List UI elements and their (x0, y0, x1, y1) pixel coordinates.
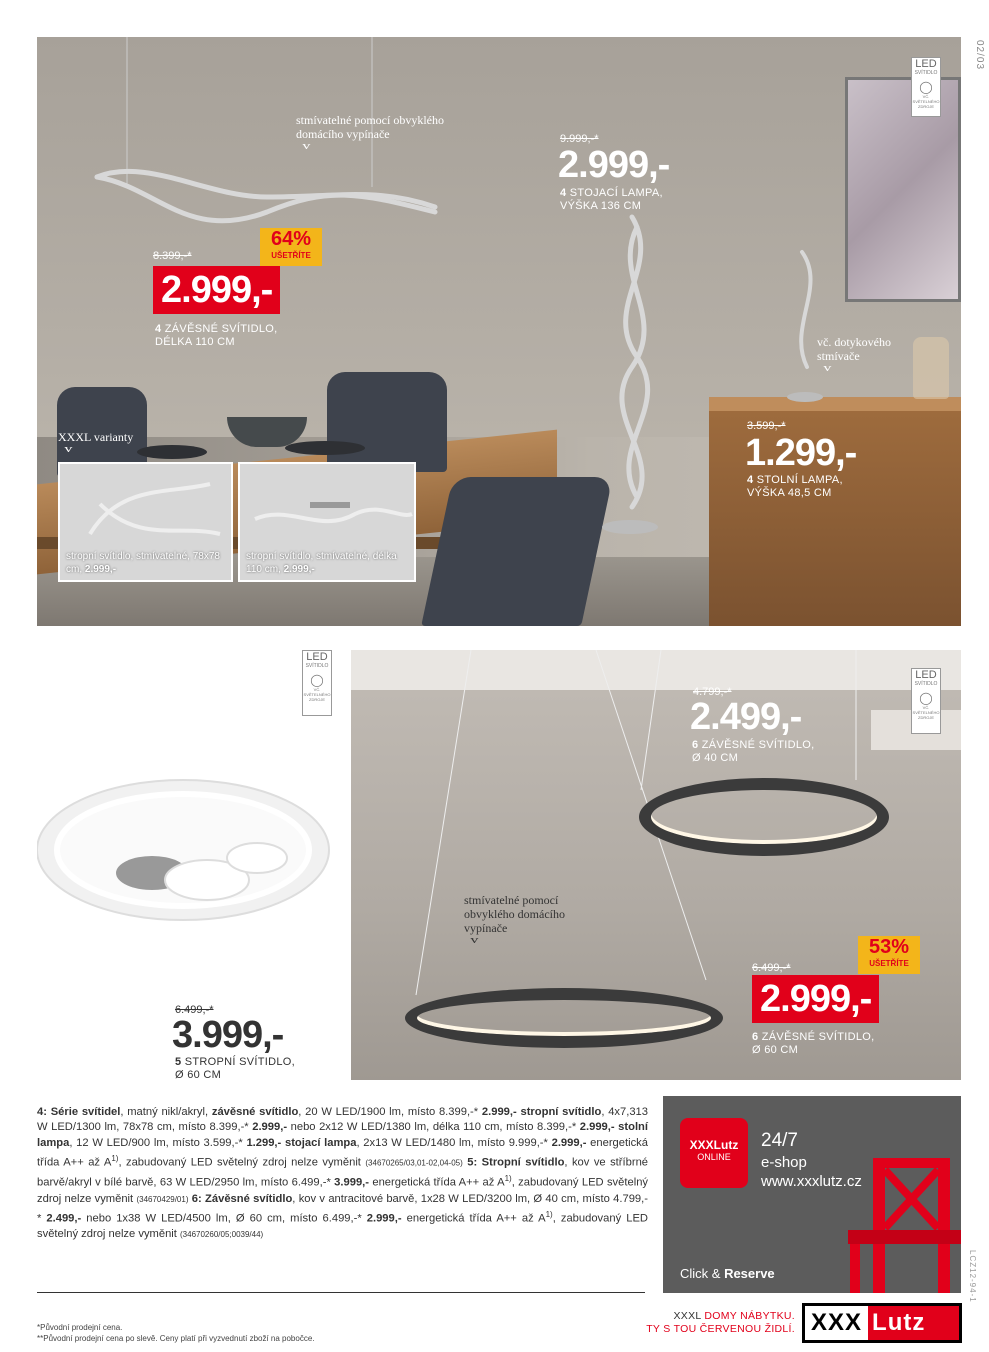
bulb-icon: ◯ (919, 691, 933, 705)
product-description: 6 ZÁVĚSNÉ SVÍTIDLO, Ø 60 CM (752, 1031, 875, 1056)
variant-caption: stropní svítidlo, stmívatelné, 78x78 cm, 2.999,- (66, 551, 220, 575)
sale-price: 2.999,- (558, 144, 670, 186)
old-price: 6.499,-* (175, 1004, 214, 1016)
sale-price: 3.999,- (172, 1014, 284, 1056)
hanging-dimmer-hint: stmívatelné pomocí obvyklého domácího vypínače v (296, 113, 444, 152)
sale-price: 1.299,- (745, 432, 857, 474)
discount-badge: 53% UŠETŘÍTE (858, 936, 920, 974)
bulb-icon: ◯ (919, 80, 933, 94)
product-description: 4 STOLNÍ LAMPA, VÝŠKA 48,5 CM (747, 474, 843, 499)
footer-divider (37, 1292, 645, 1293)
click-reserve: Click & Reserve (680, 1266, 775, 1281)
old-price: 8.399,-* (153, 250, 192, 262)
ring-lamp-small (639, 778, 889, 856)
product-description: 6 ZÁVĚSNÉ SVÍTIDLO, Ø 40 CM (692, 739, 815, 764)
led-energy-label: LED SVÍTIDLO ◯ VČ. SVĚTELNÉHO ZDROJE (911, 57, 941, 117)
product-details-text: 4: Série svítidel, matný nikl/akryl, závěsné svítidlo, 20 W LED/1900 lm, místo 8.399,-* 2.999,- stropní svítidlo, 4x7,313 W LED/1300 lm, 78x78 cm, místo 8.399,-* 2.999,- nebo 2x12 W LED/1380 lm, délka 110 cm, místo 8.399,-* 2.999,- stolní lampa, 12 W LED/900 lm, místo 3.599,-* 1.299,- stojací lampa, 2x13 W LED/1480 lm, místo 9.999,-* 2.999,- energetická třída A++ až $A^{1)}$, zabudovaný LED světelný zdroj nelze vyměnit (34670265/03,01-02,04-05) 5: Stropní svítidlo, kov ve stříbrné barvě/akryl v bílé barvě, 63 W LED/2950 lm, místo 6.499,-* 3.999,- energetická třída A++ až $A^{1)}$, zabudovaný LED světelný zdroj nelze vyměnit (34670429/01) 6: Závěsné svítidlo, kov v antracitové barvě, 1x28 W LED/3200 lm, Ø 40 cm, místo 4.799,-* 2.499,- nebo 1x38 W LED/4500 lm, Ø 60 cm, místo 6.499,-* 2.999,- energetická třída A++ až $A^{1)}$, zabudovaný LED světelný zdroj nelze vyměnit (34670260/05;0039/44) (37, 1106, 649, 1241)
chevron-down-icon: v (302, 141, 311, 152)
ring-lamp-large (405, 988, 723, 1048)
slogan: XXXL DOMY NÁBYTKU. TY S TOU ČERVENOU ŽIDLÍ. (646, 1310, 795, 1335)
eshop-url[interactable]: www.xxxlutz.cz (761, 1173, 862, 1190)
side-code: LCZ12-94-1 (968, 1250, 977, 1303)
eshop-title: 24/7 (761, 1130, 798, 1151)
sale-price: 2.999,- (752, 975, 879, 1023)
eshop-label: e-shop (761, 1154, 807, 1171)
old-price: 3.599,-* (747, 420, 786, 432)
eshop-promo[interactable] (663, 1096, 961, 1293)
sale-price: 2.499,- (690, 696, 802, 738)
xxxlutz-online-logo: XXXLutz ONLINE (680, 1118, 748, 1188)
footnote-original-price: *Původní prodejní cena. (37, 1323, 123, 1332)
old-price: 6.499,-* (752, 962, 791, 974)
old-price: 4.799,-* (693, 686, 732, 698)
xxxlutz-logo[interactable]: XXX Lutz (802, 1303, 962, 1343)
bulb-icon: ◯ (310, 673, 324, 687)
product-description: 5 STROPNÍ SVÍTIDLO, Ø 60 CM (175, 1056, 296, 1081)
led-energy-label: LED SVÍTIDLO ◯ VČ. SVĚTELNÉHO ZDROJE (302, 650, 332, 716)
chevron-down-icon: v (470, 935, 479, 946)
chevron-down-icon: v (64, 444, 73, 455)
led-energy-label: LED SVÍTIDLO ◯ VČ. SVĚTELNÉHO ZDROJE (911, 668, 941, 734)
touch-dimmer-hint: vč. dotykového stmívače v (817, 335, 891, 374)
page-number: 02/03 (974, 40, 985, 71)
variant-inset (58, 462, 233, 582)
ring-dimmer-hint: stmívatelné pomocí obvyklého domácího vypínače v (464, 893, 565, 946)
old-price: 9.999,-* (560, 133, 599, 145)
footnote-discount-price: **Původní prodejní cena po slevě. Ceny platí při vyzvednutí zboží na pobočce. (37, 1334, 315, 1343)
red-chair-icon (848, 1158, 961, 1293)
ceiling-lamp-illustration (37, 770, 337, 940)
variant-inset (238, 462, 416, 582)
xxxl-variants-label: XXXL varianty v (58, 430, 134, 455)
sale-price: 2.999,- (153, 266, 280, 314)
chevron-down-icon: v (823, 363, 832, 374)
product-description: 4 ZÁVĚSNÉ SVÍTIDLO, DÉLKA 110 CM (155, 323, 278, 348)
variant-caption: stropní svítidlo, stmívatelné, délka 110 cm, 2.999,- (246, 551, 397, 575)
product-description: 4 STOJACÍ LAMPA, VÝŠKA 136 CM (560, 187, 663, 212)
discount-badge: 64% UŠETŘÍTE (260, 228, 322, 266)
